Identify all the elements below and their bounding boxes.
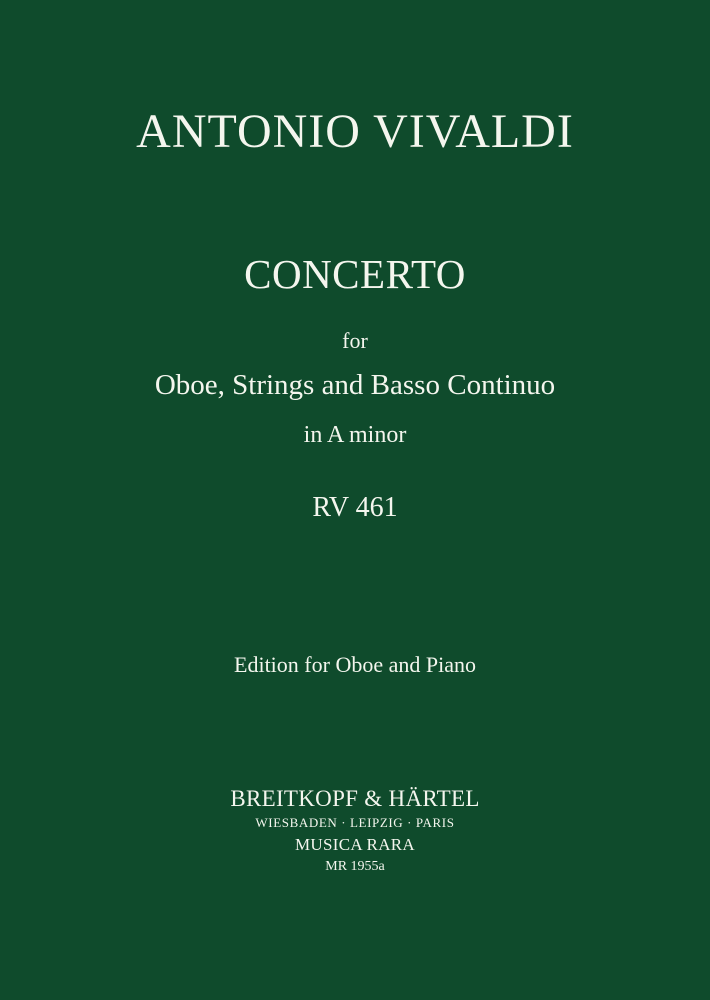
catalog-number-rv: RV 461 xyxy=(312,492,398,523)
publisher-cities: WIESBADEN · LEIPZIG · PARIS xyxy=(255,815,455,830)
imprint-name: MUSICA RARA xyxy=(295,835,415,854)
for-text: for xyxy=(342,328,368,353)
publisher-name: BREITKOPF & HÄRTEL xyxy=(230,786,480,811)
composer-name: ANTONIO VIVALDI xyxy=(136,105,574,158)
key-signature: in A minor xyxy=(303,422,407,448)
edition-catalog-number: MR 1955a xyxy=(325,859,385,874)
edition-note: Edition for Oboe and Piano xyxy=(234,652,476,677)
instrumentation: Oboe, Strings and Basso Continuo xyxy=(154,369,556,401)
work-title: CONCERTO xyxy=(244,251,466,297)
